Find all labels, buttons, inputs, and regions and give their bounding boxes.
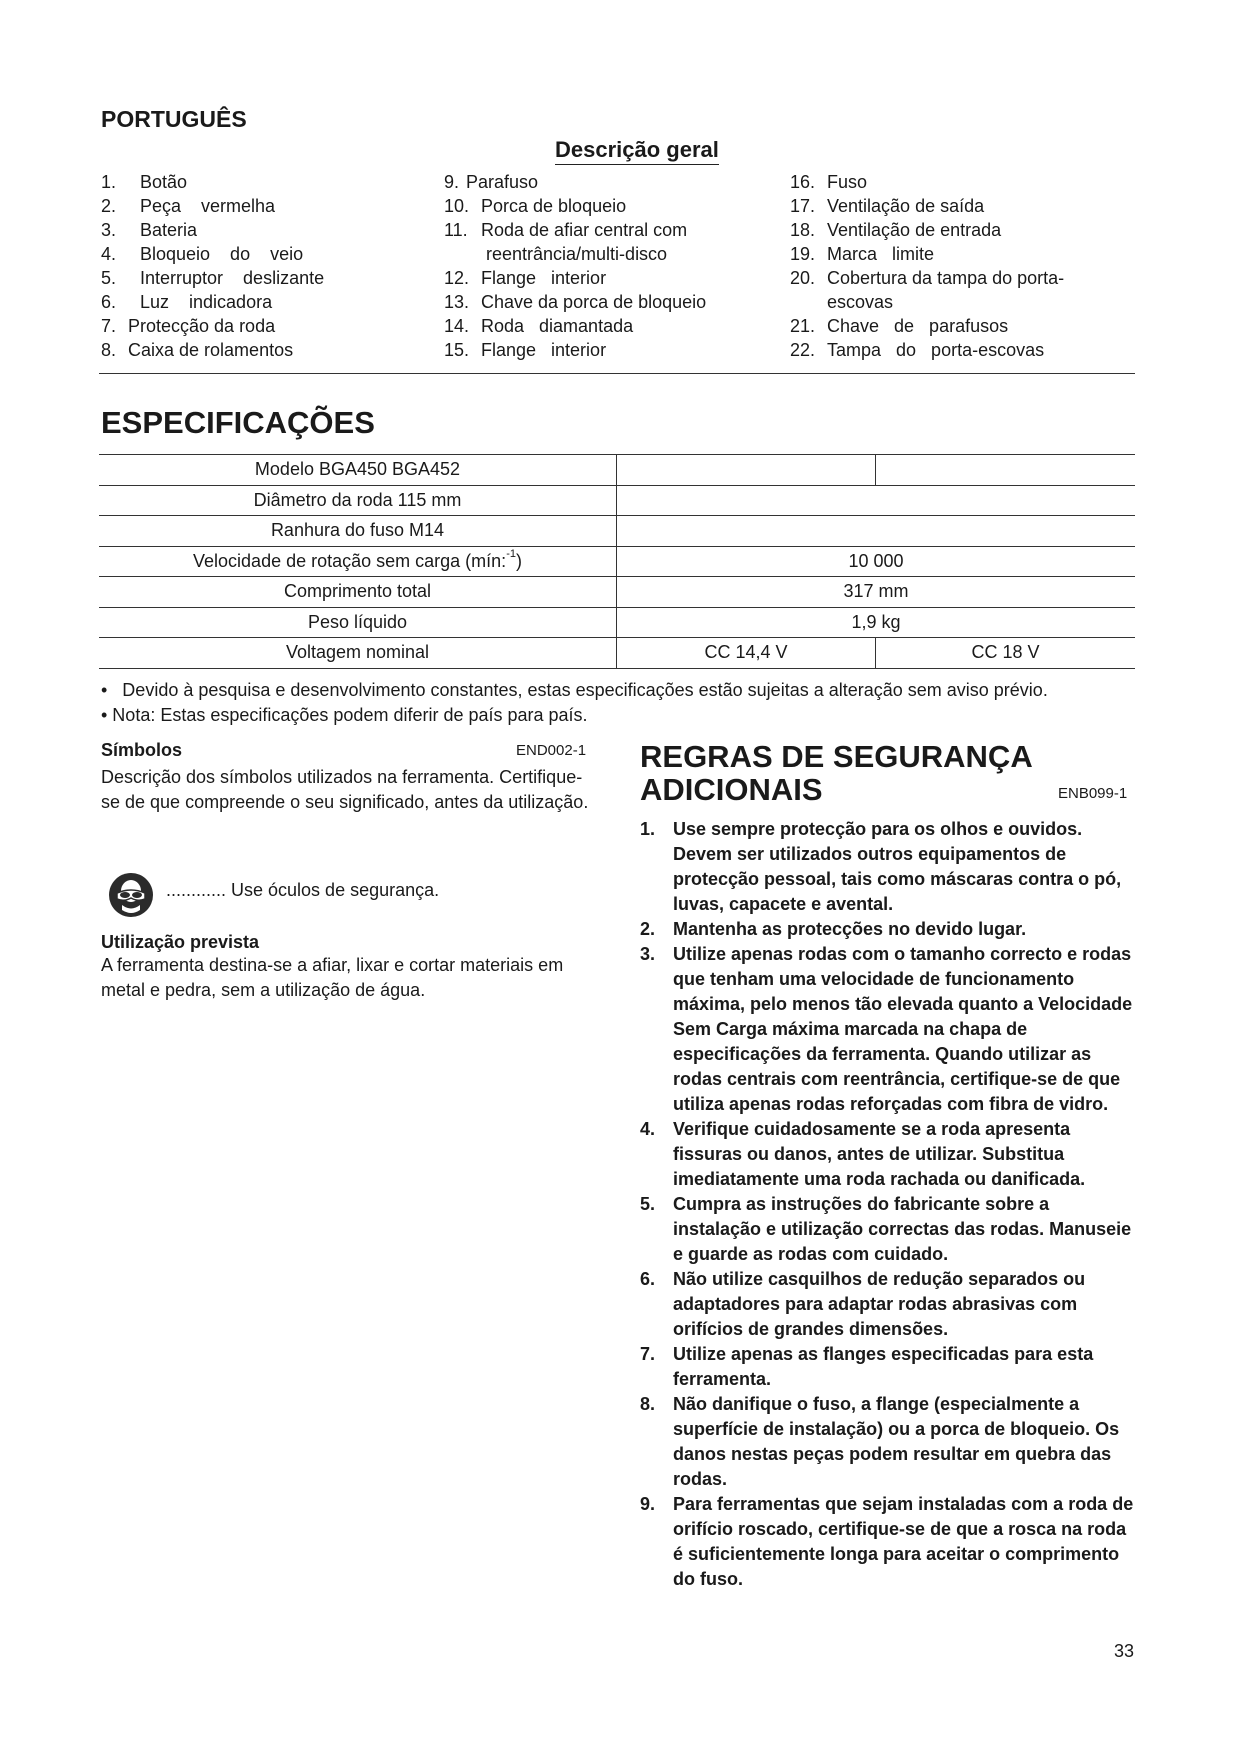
list-item: [444, 338, 774, 362]
spec-note: • Nota: Estas especificações podem diferir de país para país.: [101, 705, 588, 725]
list-item: [444, 194, 774, 218]
speed-superscript: -1: [506, 547, 516, 560]
table-row: [99, 607, 1135, 638]
rule-text: Não danifique o fuso, a flange (especialmente a superfície de instalação) ou a porca de bloqueio. Os danos nestas peças podem resultar em quebra das rodas.: [673, 1394, 1120, 1489]
item-label: Ventilação de saída: [827, 196, 985, 216]
list-item: [640, 1117, 1140, 1192]
item-number: 18.: [790, 220, 816, 240]
item-number: 3.: [101, 220, 117, 240]
item-number: 10.: [444, 196, 470, 216]
item-label: Fuso: [827, 172, 868, 192]
list-item: [101, 266, 421, 290]
item-number: 6.: [101, 292, 117, 312]
page-number: 33: [1114, 1641, 1135, 1661]
item-label: reentrância/multi-disco: [486, 244, 668, 264]
safety-goggles-icon: [108, 872, 154, 918]
goggles-label: ............ Use óculos de segurança.: [166, 880, 440, 900]
spec-value: 317 mm: [617, 577, 1136, 608]
rule-number: 5.: [640, 1194, 656, 1214]
spec-value: 1,9 kg: [617, 607, 1136, 638]
item-number: 1.: [101, 172, 117, 192]
list-item: [444, 266, 774, 290]
list-item: [790, 314, 1140, 338]
language-heading: PORTUGUÊS: [101, 106, 247, 132]
item-label: Botão: [140, 172, 188, 192]
rule-number: 2.: [640, 919, 656, 939]
item-label: Chave de parafusos: [827, 316, 1009, 336]
list-item: [640, 1192, 1140, 1267]
parts-list-col1: [101, 170, 421, 362]
safety-rules-code: ENB099-1: [1058, 785, 1128, 802]
table-row: [99, 638, 1135, 669]
list-item: [640, 917, 1140, 942]
item-label: Peça vermelha: [140, 196, 276, 216]
list-item: [640, 942, 1140, 1117]
item-label: Tampa do porta-escovas: [827, 340, 1045, 360]
spec-cell: [617, 455, 876, 486]
spec-cell: [617, 485, 1136, 516]
item-label: Protecção da roda: [128, 316, 276, 336]
spec-label: Modelo BGA450 BGA452: [99, 455, 617, 486]
safety-rules-heading: [640, 740, 1033, 806]
item-label: Luz indicadora: [140, 292, 273, 312]
item-label: Flange interior: [481, 340, 607, 360]
item-label: Porca de bloqueio: [481, 196, 627, 216]
spec-value: CC 14,4 V: [617, 638, 876, 669]
item-label: Chave da porca de bloqueio: [481, 292, 707, 312]
rule-text: Utilize apenas as flanges especificadas para esta ferramenta.: [673, 1344, 1094, 1389]
list-item: [790, 266, 1140, 290]
specifications-table: [99, 454, 1135, 669]
table-row: [99, 546, 1135, 577]
item-label: Parafuso: [466, 172, 539, 192]
list-item: [790, 290, 1140, 314]
rule-text: Use sempre protecção para os olhos e ouvidos. Devem ser utilizados outros equipamentos de protecção pessoal, tais como máscaras contra o pó, luvas, capacete e avental.: [673, 819, 1122, 914]
list-item: [790, 170, 1140, 194]
parts-list-col2: [444, 170, 774, 362]
item-number: 16.: [790, 172, 816, 192]
rule-number: 9.: [640, 1494, 656, 1514]
table-row: [99, 485, 1135, 516]
description-title: Descrição geral: [555, 137, 719, 165]
intended-use-title: Utilização prevista: [101, 932, 260, 952]
safety-rules-heading-line1: REGRAS DE SEGURANÇA: [640, 739, 1033, 774]
item-number: 17.: [790, 196, 816, 216]
spec-label: Comprimento total: [99, 577, 617, 608]
intended-use-text: A ferramenta destina-se a afiar, lixar e cortar materiais em metal e pedra, sem a utilização de água.: [101, 955, 564, 1000]
symbols-code: END002-1: [516, 742, 587, 759]
item-number: 5.: [101, 268, 117, 288]
section-divider: [99, 373, 1135, 374]
rule-text: Não utilize casquilhos de redução separados ou adaptadores para adaptar rodas abrasivas com orifícios de grandes dimensões.: [673, 1269, 1086, 1339]
table-row: [99, 577, 1135, 608]
item-number: 20.: [790, 268, 816, 288]
rule-text: Verifique cuidadosamente se a roda apresenta fissuras ou danos, antes de utilizar. Substitua imediatamente uma roda rachada ou danificada.: [673, 1119, 1086, 1189]
item-label: Flange interior: [481, 268, 607, 288]
table-row: [99, 516, 1135, 547]
speed-label: Velocidade de rotação sem carga (mín:: [193, 550, 507, 571]
rule-number: 8.: [640, 1394, 656, 1414]
item-number: 4.: [101, 244, 117, 264]
list-item: [444, 314, 774, 338]
item-label: Ventilação de entrada: [827, 220, 1002, 240]
safety-rules-list: [640, 817, 1140, 1592]
item-number: 11.: [444, 220, 468, 240]
spec-label: Diâmetro da roda 115 mm: [99, 485, 617, 516]
rule-number: 3.: [640, 944, 656, 964]
list-item: [640, 1392, 1140, 1492]
item-label: Bateria: [140, 220, 198, 240]
spec-label: Peso líquido: [99, 607, 617, 638]
item-label: Cobertura da tampa do porta-: [827, 268, 1065, 288]
rule-text: Mantenha as protecções no devido lugar.: [673, 919, 1027, 939]
list-item: [640, 817, 1140, 917]
safety-rules-heading-line2: ADICIONAIS: [640, 772, 823, 807]
item-label: Marca limite: [827, 244, 935, 264]
list-item: [790, 218, 1140, 242]
list-item: [640, 1342, 1140, 1392]
list-item: [101, 242, 421, 266]
item-label: Caixa de rolamentos: [128, 340, 294, 360]
item-number: 15.: [444, 340, 470, 360]
rule-text: Utilize apenas rodas com o tamanho correcto e rodas que tenham uma velocidade de funcionamento máxima, pelo menos tão elevada quanto a Velocidade Sem Carga máxima marcada na chapa de especificações da ferramenta. Quando utilizar as rodas centrais com reentrância, certifique-se de que utiliza apenas rodas reforçadas com fibra de vidro.: [673, 944, 1133, 1114]
list-item: [101, 218, 421, 242]
item-number: 12.: [444, 268, 470, 288]
list-item: [101, 170, 421, 194]
spec-value: 10 000: [617, 546, 1136, 577]
list-item: [101, 194, 421, 218]
spec-label: Voltagem nominal: [99, 638, 617, 669]
item-number: 22.: [790, 340, 816, 360]
speed-label-close: ): [515, 550, 522, 571]
item-number: 7.: [101, 316, 117, 336]
list-item: [790, 338, 1140, 362]
list-item: [101, 290, 421, 314]
list-item: [640, 1492, 1140, 1592]
item-label: Bloqueio do veio: [140, 244, 304, 264]
item-number: 9.: [444, 172, 460, 192]
spec-note: • Devido à pesquisa e desenvolvimento constantes, estas especificações estão sujeitas a alteração sem aviso prévio.: [101, 680, 1048, 700]
rule-number: 1.: [640, 819, 656, 839]
rule-text: Cumpra as instruções do fabricante sobre a instalação e utilização correctas das rodas. Manuseie e guarde as rodas com cuidado.: [673, 1194, 1132, 1264]
rule-number: 4.: [640, 1119, 656, 1139]
item-number: 8.: [101, 340, 117, 360]
table-row: [99, 455, 1135, 486]
spec-cell: [617, 516, 1136, 547]
item-label: escovas: [827, 292, 894, 312]
spec-label-speed: [99, 546, 617, 577]
rule-number: 6.: [640, 1269, 656, 1289]
spec-cell: [876, 455, 1136, 486]
item-number: 2.: [101, 196, 117, 216]
symbols-title: Símbolos: [101, 740, 183, 760]
list-item: [444, 218, 774, 242]
rule-text: Para ferramentas que sejam instaladas com a roda de orifício roscado, certifique-se de que a rosca na roda é suficientemente longa para aceitar o comprimento do fuso.: [673, 1494, 1134, 1589]
list-item: [101, 314, 421, 338]
list-item: [444, 170, 774, 194]
rule-number: 7.: [640, 1344, 656, 1364]
symbols-text: Descrição dos símbolos utilizados na ferramenta. Certifique-se de que compreende o seu significado, antes da utilização.: [101, 767, 589, 812]
list-item: [790, 242, 1140, 266]
list-item: [101, 338, 421, 362]
item-number: 21.: [790, 316, 816, 336]
list-item: [444, 290, 774, 314]
item-label: Roda de afiar central com: [481, 220, 688, 240]
item-number: 19.: [790, 244, 816, 264]
item-number: 13.: [444, 292, 470, 312]
item-number: 14.: [444, 316, 470, 336]
spec-value: CC 18 V: [876, 638, 1136, 669]
spec-label: Ranhura do fuso M14: [99, 516, 617, 547]
item-label: Roda diamantada: [481, 316, 634, 336]
list-item: [640, 1267, 1140, 1342]
list-item: [790, 194, 1140, 218]
item-label: Interruptor deslizante: [140, 268, 325, 288]
specifications-heading: ESPECIFICAÇÕES: [101, 405, 375, 440]
list-item: [444, 242, 774, 266]
parts-list-col3: [790, 170, 1140, 362]
